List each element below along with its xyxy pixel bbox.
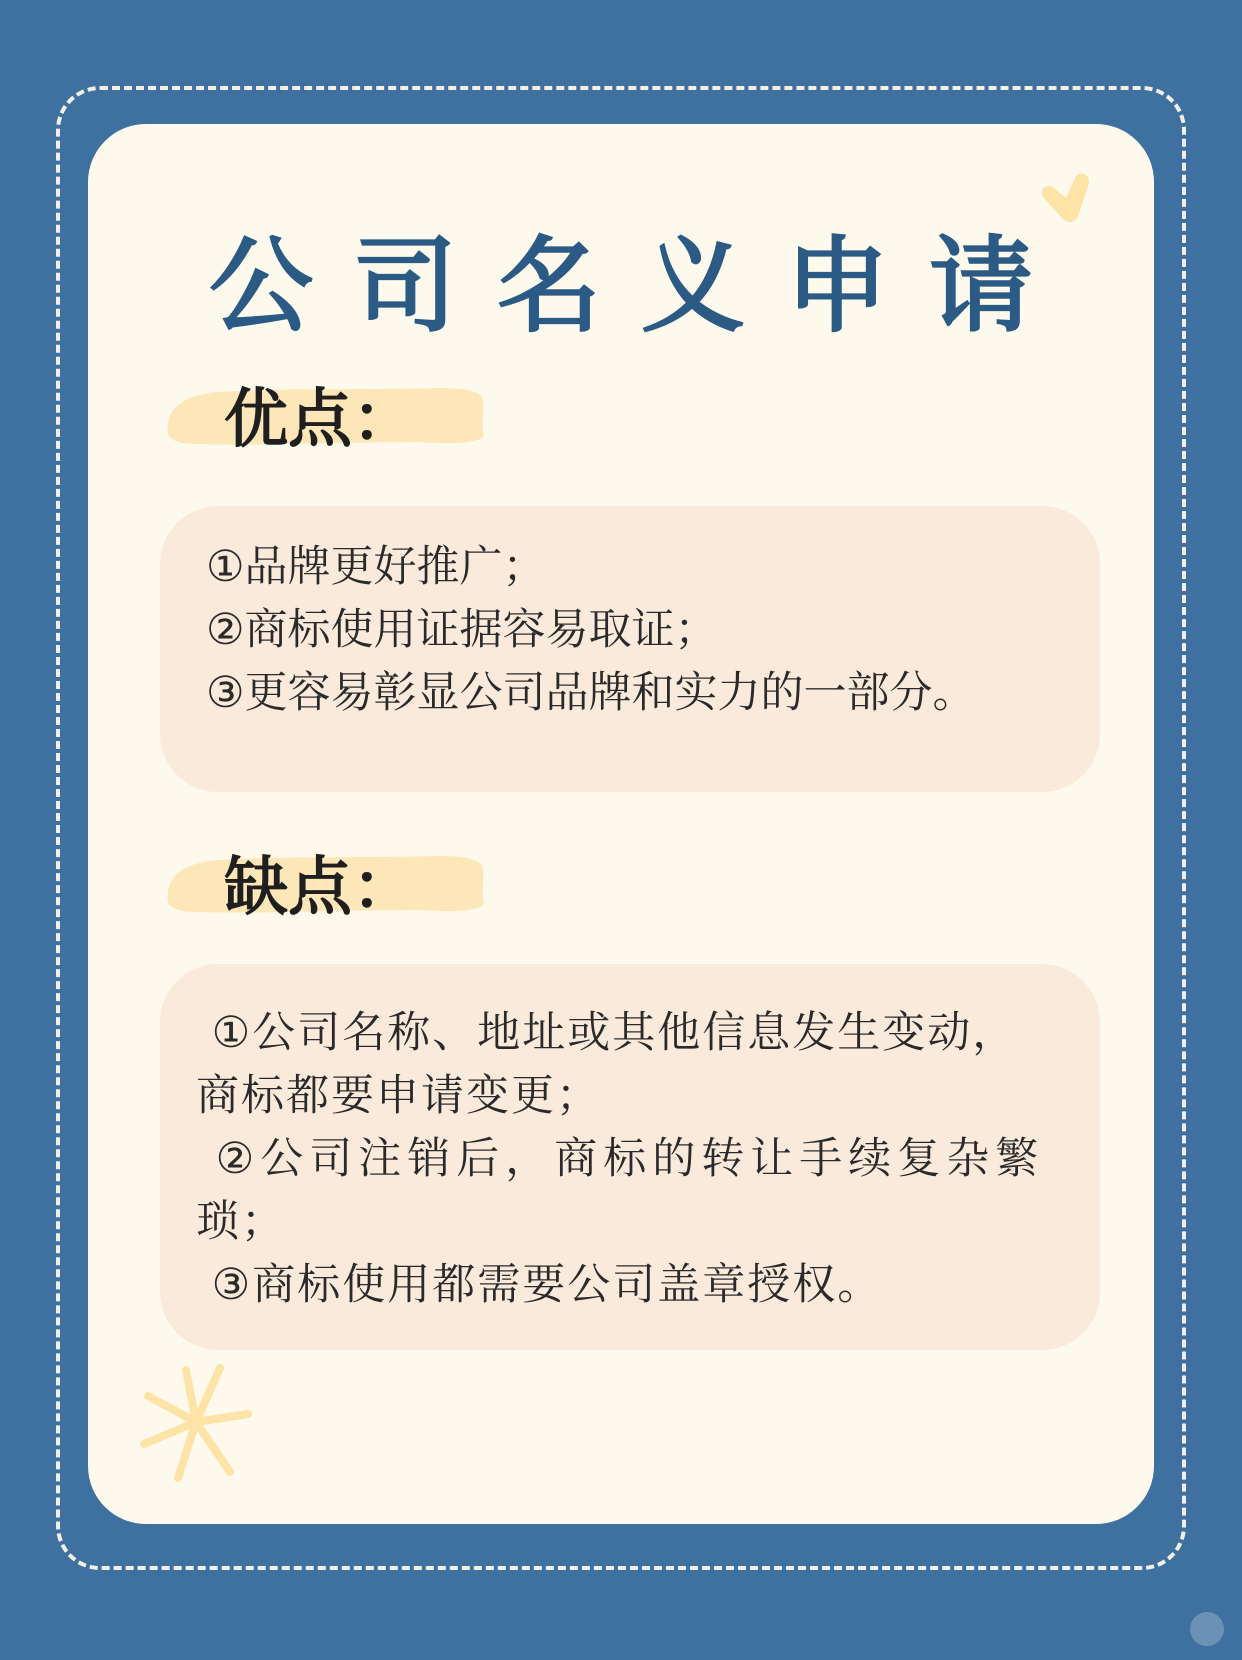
pros-label: 优点： bbox=[224, 383, 416, 457]
cons-label: 缺点： bbox=[224, 851, 416, 925]
heart-icon bbox=[1036, 168, 1092, 224]
pros-box bbox=[160, 506, 1100, 792]
cons-item: ②公司注销后，商标的转让手续复杂繁 bbox=[196, 1134, 1045, 1184]
star-icon bbox=[138, 1360, 254, 1484]
pros-item: ②商标使用证据容易取证； bbox=[206, 605, 718, 655]
watermark-icon bbox=[1190, 1612, 1224, 1646]
page-title: 公司名义申请 bbox=[208, 225, 1073, 347]
cons-item: 商标都要申请变更； bbox=[196, 1071, 601, 1121]
pros-item: ③更容易彰显公司品牌和实力的一部分。 bbox=[206, 668, 976, 718]
cons-item: ①公司名称、地址或其他信息发生变动， bbox=[196, 1008, 1018, 1058]
cons-item: 琐； bbox=[196, 1197, 286, 1247]
pros-item: ①品牌更好推广； bbox=[206, 542, 546, 592]
cons-item: ③商标使用都需要公司盖章授权。 bbox=[196, 1260, 883, 1310]
cons-box bbox=[160, 964, 1100, 1350]
